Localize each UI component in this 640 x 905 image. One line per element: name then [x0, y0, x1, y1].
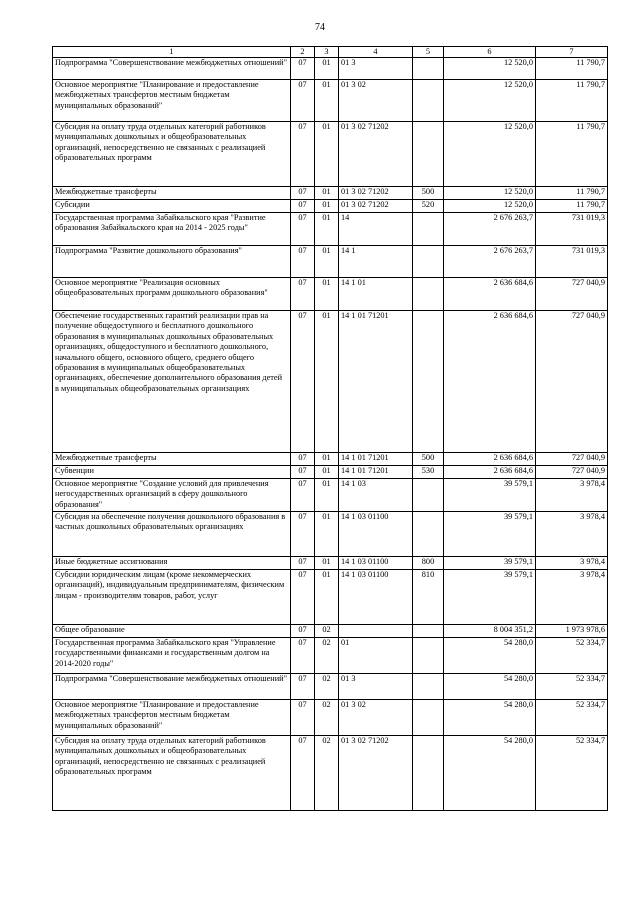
- cell-subsection: 01: [315, 479, 339, 512]
- cell-name: Субсидия на оплату труда отдельных категорий работников муниципальных дошкольных и общеобразовательных организаций, непосредственно не связанных с реализацией образовательных программ: [53, 736, 291, 811]
- cell-target-code: 14 1: [339, 246, 413, 278]
- cell-section: 07: [291, 736, 315, 811]
- cell-section: 07: [291, 200, 315, 213]
- table-row: [53, 479, 608, 512]
- table-row: [53, 80, 608, 122]
- column-header: 7: [536, 47, 608, 58]
- cell-target-code: 01 3 02: [339, 700, 413, 736]
- cell-subsection: 01: [315, 246, 339, 278]
- cell-amount-2: 52 334,7: [536, 700, 608, 736]
- cell-subsection: 02: [315, 638, 339, 674]
- cell-amount: 2 636 684,6: [444, 466, 536, 479]
- cell-amount: 12 520,0: [444, 80, 536, 122]
- cell-expense-type: 810: [413, 570, 444, 625]
- cell-subsection: 01: [315, 122, 339, 187]
- column-header: 4: [339, 47, 413, 58]
- table-row: [53, 311, 608, 453]
- cell-amount-2: 727 040,9: [536, 453, 608, 466]
- cell-expense-type: 530: [413, 466, 444, 479]
- cell-expense-type: [413, 311, 444, 453]
- cell-amount: 2 636 684,6: [444, 311, 536, 453]
- cell-section: 07: [291, 674, 315, 700]
- cell-amount-2: 1 973 978,6: [536, 625, 608, 638]
- cell-name: Основное мероприятие "Планирование и предоставление межбюджетных трансфертов местным бюджетам муниципальных образований": [53, 80, 291, 122]
- cell-amount: 39 579,1: [444, 479, 536, 512]
- cell-target-code: 01 3: [339, 674, 413, 700]
- cell-section: 07: [291, 213, 315, 246]
- cell-expense-type: [413, 58, 444, 80]
- column-header: 1: [53, 47, 291, 58]
- cell-amount-2: 3 978,4: [536, 557, 608, 570]
- column-header: 2: [291, 47, 315, 58]
- cell-subsection: 01: [315, 570, 339, 625]
- cell-amount-2: 52 334,7: [536, 736, 608, 811]
- cell-target-code: [339, 625, 413, 638]
- table-row: [53, 453, 608, 466]
- cell-section: 07: [291, 246, 315, 278]
- table-row: [53, 512, 608, 557]
- table-header-row: [53, 47, 608, 58]
- cell-amount-2: 3 978,4: [536, 570, 608, 625]
- cell-subsection: 02: [315, 736, 339, 811]
- table-row: [53, 200, 608, 213]
- cell-target-code: 01 3: [339, 58, 413, 80]
- cell-amount-2: 727 040,9: [536, 311, 608, 453]
- cell-target-code: 14 1 01 71201: [339, 453, 413, 466]
- cell-subsection: 02: [315, 674, 339, 700]
- column-header: 3: [315, 47, 339, 58]
- cell-amount: 12 520,0: [444, 187, 536, 200]
- table-row: [53, 213, 608, 246]
- cell-expense-type: [413, 700, 444, 736]
- cell-expense-type: [413, 479, 444, 512]
- cell-amount-2: 11 790,7: [536, 80, 608, 122]
- table-body: [53, 58, 608, 811]
- cell-subsection: 01: [315, 213, 339, 246]
- cell-subsection: 01: [315, 453, 339, 466]
- cell-name: Государственная программа Забайкальского края "Управление государственными финансами и государственным долгом на 2014-2020 годы": [53, 638, 291, 674]
- cell-expense-type: [413, 278, 444, 311]
- cell-target-code: 14 1 03 01100: [339, 570, 413, 625]
- cell-amount: 54 280,0: [444, 674, 536, 700]
- table-row: [53, 700, 608, 736]
- cell-amount-2: 731 019,3: [536, 213, 608, 246]
- cell-expense-type: [413, 674, 444, 700]
- cell-section: 07: [291, 638, 315, 674]
- cell-amount-2: 11 790,7: [536, 200, 608, 213]
- cell-section: 07: [291, 187, 315, 200]
- cell-target-code: 14 1 03: [339, 479, 413, 512]
- cell-amount-2: 52 334,7: [536, 638, 608, 674]
- cell-amount-2: 11 790,7: [536, 122, 608, 187]
- cell-amount-2: 3 978,4: [536, 479, 608, 512]
- cell-expense-type: 800: [413, 557, 444, 570]
- cell-name: Основное мероприятие "Планирование и предоставление межбюджетных трансфертов местным бюджетам муниципальных образований": [53, 700, 291, 736]
- cell-subsection: 01: [315, 466, 339, 479]
- cell-section: 07: [291, 80, 315, 122]
- cell-subsection: 01: [315, 557, 339, 570]
- cell-expense-type: [413, 80, 444, 122]
- cell-amount: 54 280,0: [444, 736, 536, 811]
- cell-target-code: 14 1 01: [339, 278, 413, 311]
- cell-name: Государственная программа Забайкальского края "Развитие образования Забайкальского края на 2014 - 2025 годы": [53, 213, 291, 246]
- budget-table: [52, 46, 608, 811]
- cell-name: Субсидия на оплату труда отдельных категорий работников муниципальных дошкольных и общеобразовательных организаций, непосредственно не связанных с реализацией образовательных программ: [53, 122, 291, 187]
- cell-name: Подпрограмма "Развитие дошкольного образования": [53, 246, 291, 278]
- cell-target-code: 01 3 02 71202: [339, 122, 413, 187]
- cell-target-code: 01 3 02 71202: [339, 736, 413, 811]
- cell-section: 07: [291, 625, 315, 638]
- cell-name: Субсидии юридическим лицам (кроме некоммерческих организаций), индивидуальным предпринимателям, физическим лицам - производителям товаров, работ, услуг: [53, 570, 291, 625]
- cell-expense-type: [413, 625, 444, 638]
- cell-subsection: 02: [315, 625, 339, 638]
- cell-section: 07: [291, 58, 315, 80]
- cell-amount-2: 731 019,3: [536, 246, 608, 278]
- cell-section: 07: [291, 466, 315, 479]
- cell-section: 07: [291, 570, 315, 625]
- cell-expense-type: [413, 512, 444, 557]
- cell-target-code: 14 1 01 71201: [339, 466, 413, 479]
- table-row: [53, 736, 608, 811]
- cell-amount: 39 579,1: [444, 557, 536, 570]
- cell-target-code: 01 3 02 71202: [339, 187, 413, 200]
- table-row: [53, 674, 608, 700]
- cell-subsection: 01: [315, 58, 339, 80]
- cell-subsection: 01: [315, 278, 339, 311]
- cell-name: Субвенции: [53, 466, 291, 479]
- cell-section: 07: [291, 122, 315, 187]
- table-row: [53, 122, 608, 187]
- cell-section: 07: [291, 512, 315, 557]
- cell-amount: 2 676 263,7: [444, 213, 536, 246]
- cell-target-code: 01 3 02: [339, 80, 413, 122]
- cell-amount-2: 3 978,4: [536, 512, 608, 557]
- cell-section: 07: [291, 311, 315, 453]
- cell-amount: 54 280,0: [444, 700, 536, 736]
- table-row: [53, 625, 608, 638]
- table-row: [53, 466, 608, 479]
- cell-subsection: 02: [315, 700, 339, 736]
- cell-section: 07: [291, 557, 315, 570]
- cell-section: 07: [291, 453, 315, 466]
- cell-amount: 12 520,0: [444, 58, 536, 80]
- cell-amount: 2 636 684,6: [444, 278, 536, 311]
- cell-section: 07: [291, 700, 315, 736]
- cell-expense-type: 520: [413, 200, 444, 213]
- cell-name: Иные бюджетные ассигнования: [53, 557, 291, 570]
- cell-expense-type: [413, 736, 444, 811]
- cell-section: 07: [291, 278, 315, 311]
- cell-target-code: 01: [339, 638, 413, 674]
- cell-amount: 2 676 263,7: [444, 246, 536, 278]
- cell-amount: 2 636 684,6: [444, 453, 536, 466]
- cell-section: 07: [291, 479, 315, 512]
- cell-amount: 39 579,1: [444, 512, 536, 557]
- column-header: 5: [413, 47, 444, 58]
- page-number: 74: [315, 22, 325, 33]
- cell-name: Межбюджетные трансферты: [53, 187, 291, 200]
- cell-name: Общее образование: [53, 625, 291, 638]
- table-row: [53, 557, 608, 570]
- cell-name: Основное мероприятие "Реализация основных общеобразовательных программ дошкольного образования": [53, 278, 291, 311]
- cell-name: Подпрограмма "Совершенствование межбюджетных отношений": [53, 58, 291, 80]
- table-row: [53, 58, 608, 80]
- cell-amount: 12 520,0: [444, 200, 536, 213]
- cell-expense-type: [413, 122, 444, 187]
- table-row: [53, 278, 608, 311]
- cell-expense-type: [413, 638, 444, 674]
- cell-amount: 8 004 351,2: [444, 625, 536, 638]
- cell-amount: 54 280,0: [444, 638, 536, 674]
- cell-target-code: 14: [339, 213, 413, 246]
- cell-name: Подпрограмма "Совершенствование межбюджетных отношений": [53, 674, 291, 700]
- cell-expense-type: [413, 246, 444, 278]
- cell-amount-2: 727 040,9: [536, 466, 608, 479]
- cell-name: Обеспечение государственных гарантий реализации прав на получение общедоступного и бесплатного дошкольного образования в муниципальных дошкольных образовательных организациях, общедоступного и бесплатного дошкольного, начального общего, основного общего, среднего общего образования в муниципальных общеобразовательных организациях, обеспечение дополнительного образования детей в муниципальных общеобразовательных организациях: [53, 311, 291, 453]
- cell-name: Субсидия на обеспечение получения дошкольного образования в частных дошкольных образовательных организациях: [53, 512, 291, 557]
- table-row: [53, 638, 608, 674]
- cell-name: Субсидии: [53, 200, 291, 213]
- cell-target-code: 14 1 03 01100: [339, 557, 413, 570]
- cell-amount: 12 520,0: [444, 122, 536, 187]
- cell-target-code: 01 3 02 71202: [339, 200, 413, 213]
- cell-amount-2: 727 040,9: [536, 278, 608, 311]
- cell-name: Межбюджетные трансферты: [53, 453, 291, 466]
- cell-amount-2: 52 334,7: [536, 674, 608, 700]
- cell-expense-type: 500: [413, 453, 444, 466]
- cell-name: Основное мероприятие "Создание условий для привлечения негосударственных организаций в сферу дошкольного образования": [53, 479, 291, 512]
- cell-amount-2: 11 790,7: [536, 187, 608, 200]
- cell-subsection: 01: [315, 200, 339, 213]
- cell-subsection: 01: [315, 187, 339, 200]
- table-row: [53, 187, 608, 200]
- cell-expense-type: 500: [413, 187, 444, 200]
- cell-subsection: 01: [315, 311, 339, 453]
- table-row: [53, 570, 608, 625]
- cell-target-code: 14 1 03 01100: [339, 512, 413, 557]
- column-header: 6: [444, 47, 536, 58]
- cell-amount: 39 579,1: [444, 570, 536, 625]
- cell-expense-type: [413, 213, 444, 246]
- cell-target-code: 14 1 01 71201: [339, 311, 413, 453]
- table-row: [53, 246, 608, 278]
- cell-subsection: 01: [315, 512, 339, 557]
- cell-subsection: 01: [315, 80, 339, 122]
- cell-amount-2: 11 790,7: [536, 58, 608, 80]
